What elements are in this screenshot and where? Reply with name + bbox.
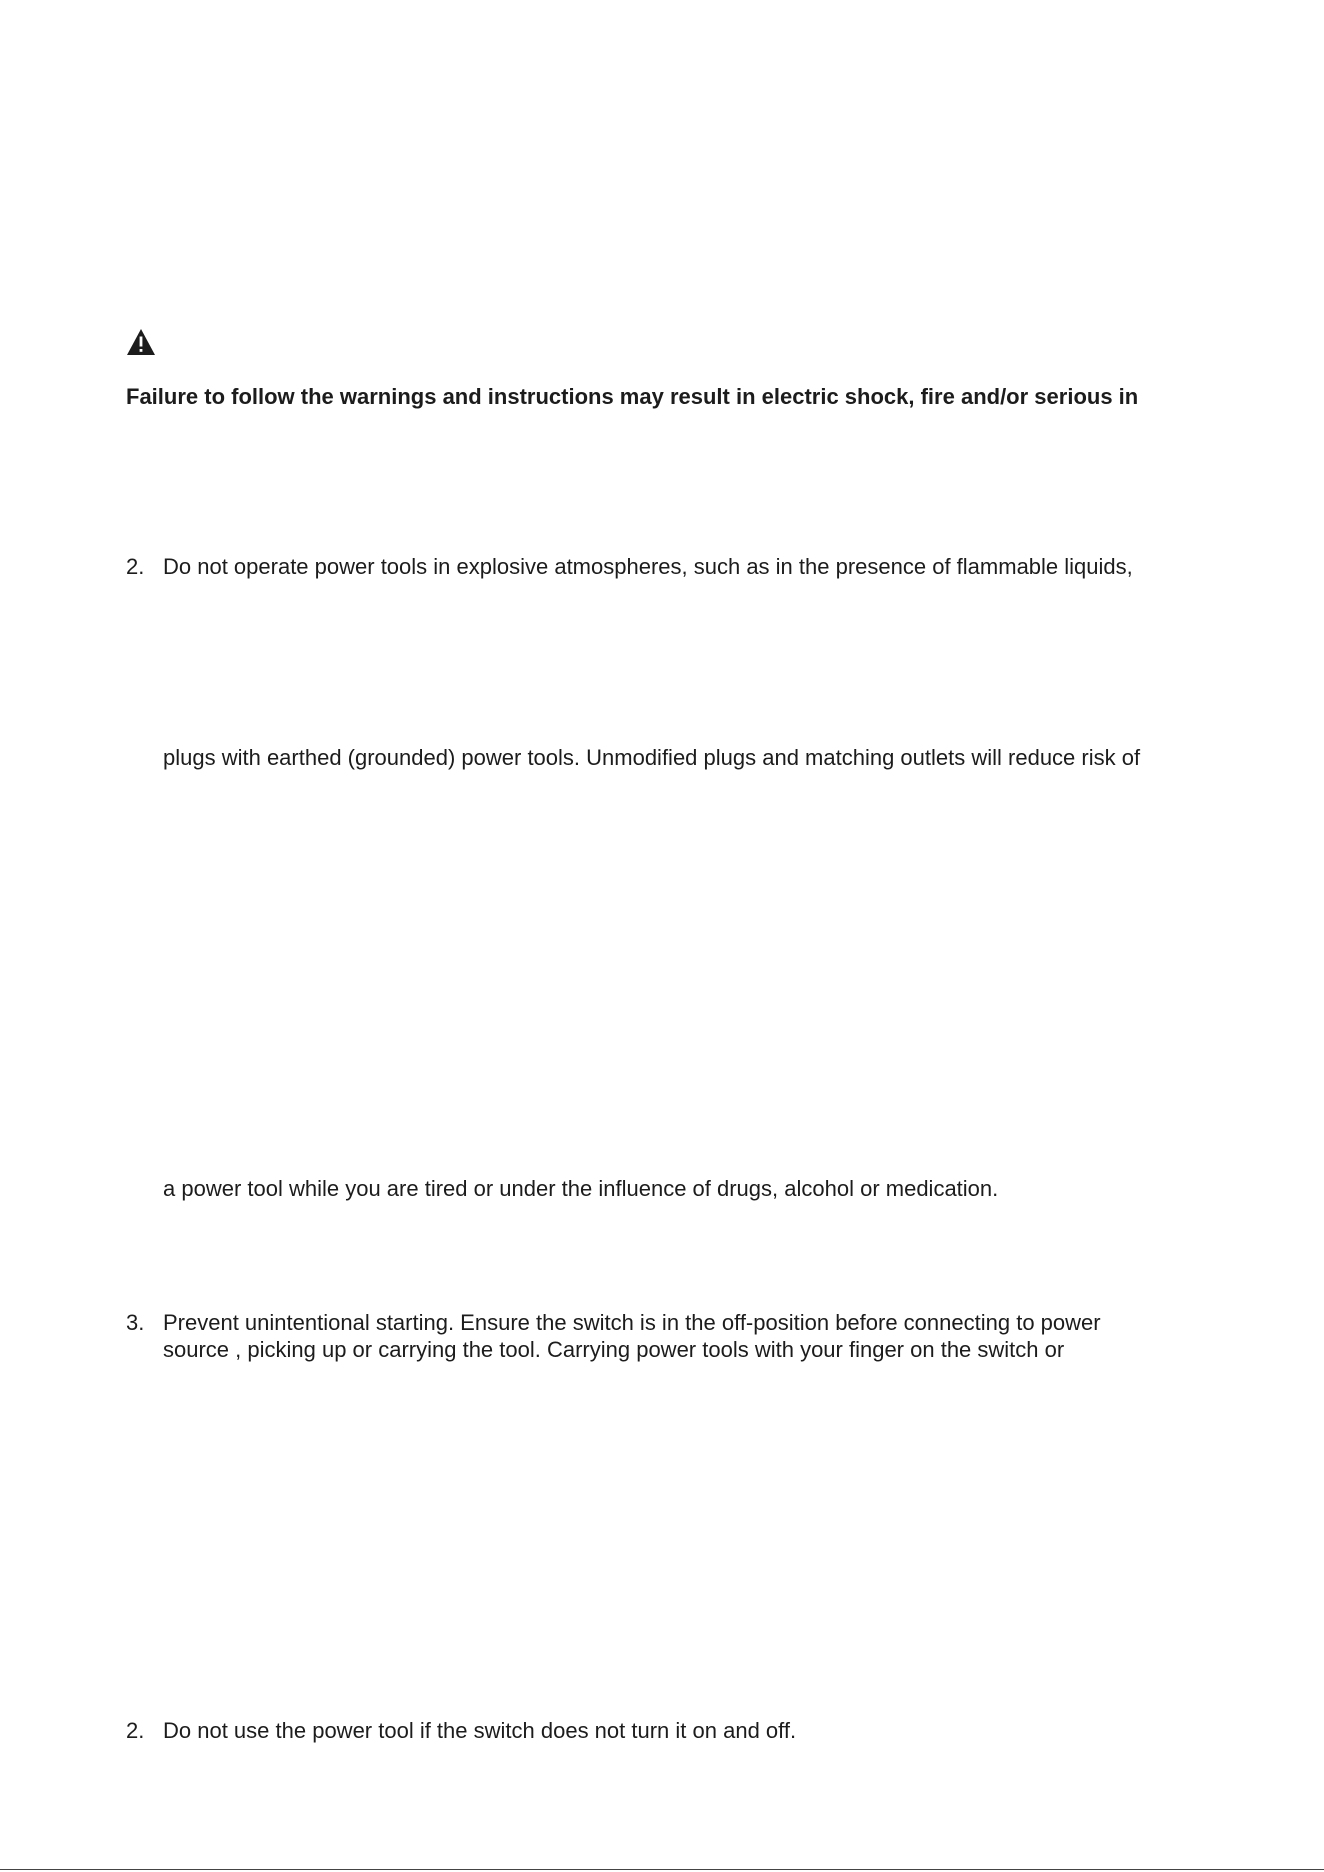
- list-item-number: 2.: [126, 554, 145, 579]
- list-item-text: Prevent unintentional starting. Ensure the switch is in the off-position before connecting to power: [163, 1310, 1101, 1335]
- warning-statement: Failure to follow the warnings and instructions may result in electric shock, fire and/or serious in: [126, 384, 1139, 409]
- list-item-text: Do not operate power tools in explosive atmospheres, such as in the presence of flammable liquids,: [163, 554, 1133, 579]
- page-bottom-rule: [0, 1869, 1324, 1870]
- warning-triangle-icon: [126, 328, 156, 356]
- list-item-text: a power tool while you are tired or under the influence of drugs, alcohol or medication.: [163, 1176, 999, 1201]
- list-item-text: plugs with earthed (grounded) power tools. Unmodified plugs and matching outlets will reduce risk of: [163, 745, 1141, 770]
- list-item-number: 3.: [126, 1310, 145, 1335]
- list-item-text: Do not use the power tool if the switch does not turn it on and off.: [163, 1718, 797, 1743]
- list-item-number: 2.: [126, 1718, 145, 1743]
- list-item-text: source , picking up or carrying the tool. Carrying power tools with your finger on the switch or: [163, 1337, 1065, 1362]
